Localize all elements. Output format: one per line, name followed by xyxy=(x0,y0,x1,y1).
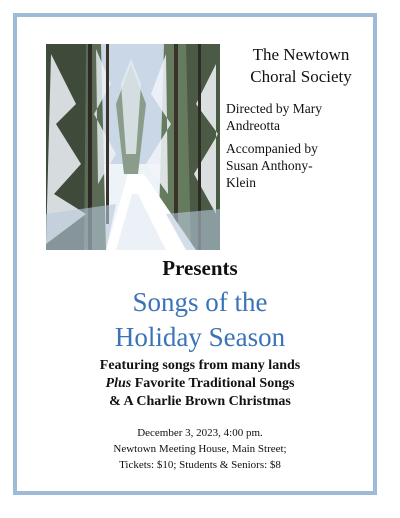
features-line2 xyxy=(0,375,400,393)
features-line2-rest: Favorite Traditional Songs xyxy=(131,376,295,391)
event-title-line2: Holiday Season xyxy=(114,322,286,352)
accompanist-credit xyxy=(226,140,376,191)
event-title-line1: Songs of the xyxy=(132,287,268,317)
accomp-line2: Susan Anthony- xyxy=(226,158,313,173)
snowy-forest-photo xyxy=(46,44,220,250)
ticket-prices: Tickets: $10; Students & Seniors: $8 xyxy=(119,459,281,471)
event-venue: Newtown Meeting House, Main Street; xyxy=(113,443,287,455)
accomp-line1: Accompanied by xyxy=(226,141,318,156)
choir-name-line2: Choral Society xyxy=(250,67,352,86)
choir-name xyxy=(226,44,376,88)
director-line2: Andreotta xyxy=(226,118,280,133)
snowy-forest-path-photo xyxy=(46,44,220,250)
presents-heading: Presents xyxy=(162,256,238,280)
event-title xyxy=(0,285,400,355)
features-line3: & A Charlie Brown Christmas xyxy=(109,394,291,409)
event-details xyxy=(0,425,400,473)
accomp-line3: Klein xyxy=(226,175,256,190)
choir-name-line1: The Newtown xyxy=(252,45,350,64)
event-date: December 3, 2023, 4:00 pm. xyxy=(137,427,263,439)
program-features xyxy=(0,357,400,411)
director-credit xyxy=(226,100,376,134)
features-plus: Plus xyxy=(105,376,132,391)
director-line1: Directed by Mary xyxy=(226,101,322,116)
features-line1: Featuring songs from many lands xyxy=(99,358,301,373)
